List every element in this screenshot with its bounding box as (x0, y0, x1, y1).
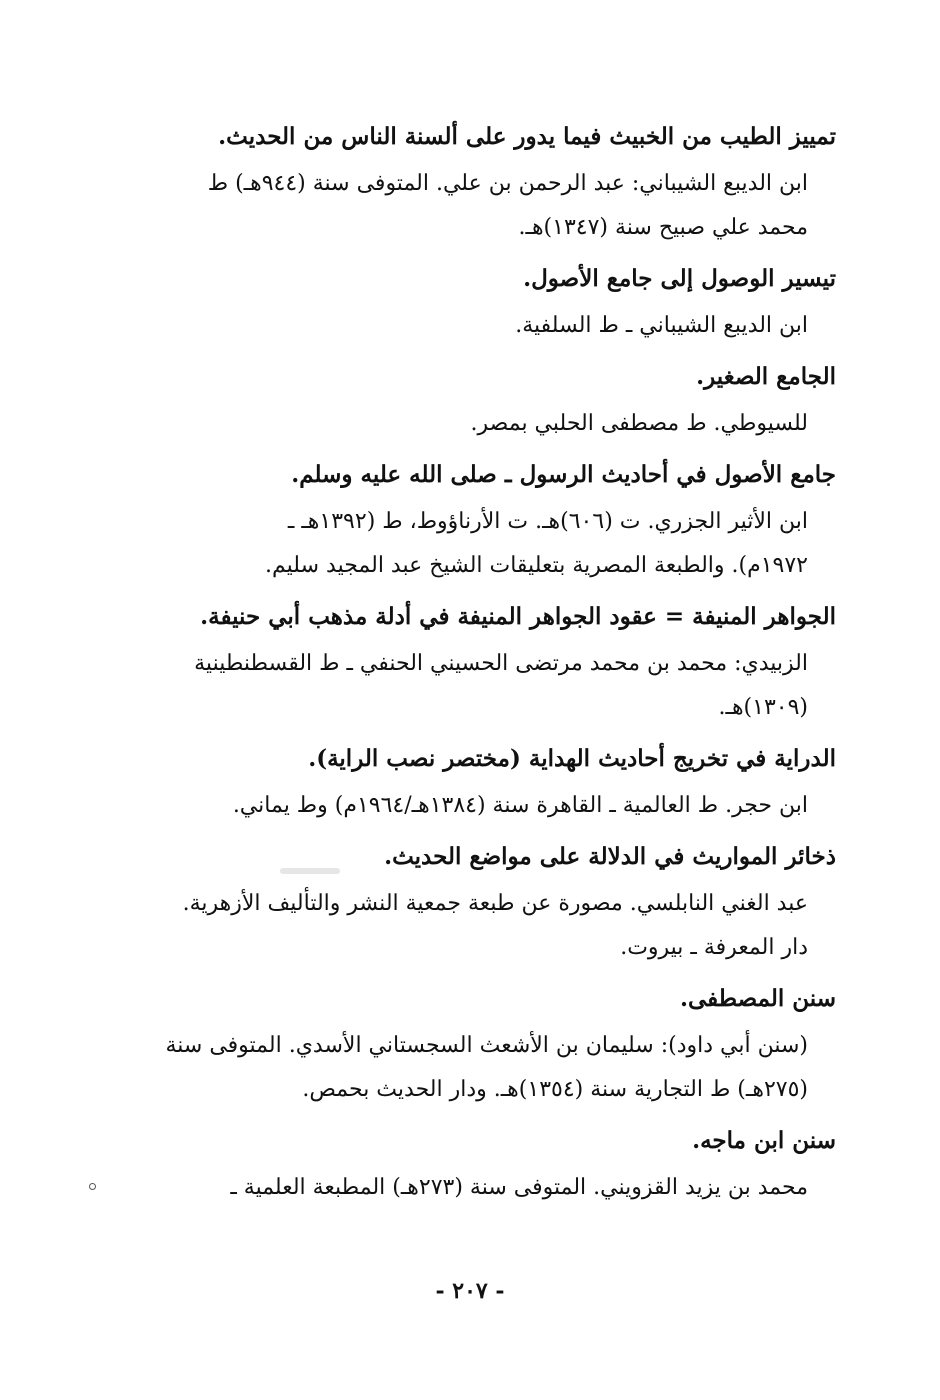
entry-detail-line: (سنن أبي داود): سليمان بن الأشعث السجستاني الأسدي. المتوفى سنة (165, 1033, 808, 1058)
entry-detail-line: الزبيدي: محمد بن محمد مرتضى الحسيني الحنفي ـ ط القسطنطينية (194, 651, 808, 676)
bibliography-entry (150, 734, 836, 828)
paper-stain (280, 868, 340, 874)
entry-title: سنن ابن ماجه. (692, 1127, 836, 1154)
entry-details (150, 162, 836, 250)
entry-detail-line: محمد علي صبيح سنة (١٣٤٧)هـ. (518, 215, 808, 240)
bibliography-entry (150, 832, 836, 970)
entry-title: تمييز الطيب من الخبيث فيما يدور على ألسنة الناس من الحديث. (218, 123, 836, 150)
bibliography-entry (150, 450, 836, 588)
entry-title: الجواهر المنيفة = عقود الجواهر المنيفة في أدلة مذهب أبي حنيفة. (200, 603, 836, 630)
entry-title: جامع الأصول في أحاديث الرسول ـ صلى الله عليه وسلم. (291, 461, 836, 488)
entry-details (150, 304, 836, 348)
entry-details (150, 1024, 836, 1112)
entry-details (150, 1166, 836, 1210)
entry-detail-line: ١٩٧٢م). والطبعة المصرية بتعليقات الشيخ عبد المجيد سليم. (265, 553, 808, 578)
entry-title: الدراية في تخريج أحاديث الهداية (مختصر نصب الراية). (308, 745, 836, 772)
entry-detail-line: (١٣٠٩)هـ. (718, 695, 808, 720)
bibliography-entry (150, 112, 836, 250)
entry-details (150, 784, 836, 828)
entry-details (150, 642, 836, 730)
entry-title: تيسير الوصول إلى جامع الأصول. (523, 265, 836, 292)
margin-dot (89, 1183, 96, 1190)
entry-details (150, 500, 836, 588)
entry-detail-line: للسيوطي. ط مصطفى الحلبي بمصر. (470, 411, 808, 436)
bibliography-entry (150, 592, 836, 730)
bibliography-entry (150, 1116, 836, 1210)
entry-details (150, 402, 836, 446)
entry-detail-line: محمد بن يزيد القزويني. المتوفى سنة (٢٧٣هـ) المطبعة العلمية ـ (230, 1175, 808, 1200)
entry-detail-line: ابن الأثير الجزري. ت (٦٠٦)هـ. ت الأرناؤوط، ط (١٣٩٢هـ ـ (287, 509, 808, 534)
entry-title: سنن المصطفى. (679, 985, 836, 1012)
bibliography-entry (150, 254, 836, 348)
entry-title: ذخائر المواريث في الدلالة على مواضع الحديث. (384, 843, 836, 870)
entry-detail-line: عبد الغني النابلسي. مصورة عن طبعة جمعية النشر والتأليف الأزهرية. (182, 891, 808, 916)
entry-detail-line: ابن حجر. ط العالمية ـ القاهرة سنة (١٣٨٤هـ/١٩٦٤م) وط يماني. (232, 793, 808, 818)
entry-detail-line: ابن الديبع الشيباني: عبد الرحمن بن علي. المتوفى سنة (٩٤٤هـ) ط (207, 171, 808, 196)
entry-detail-line: دار المعرفة ـ بيروت. (620, 935, 808, 960)
entry-details (150, 882, 836, 970)
entry-detail-line: (٢٧٥هـ) ط التجارية سنة (١٣٥٤)هـ. ودار الحديث بحمص. (302, 1077, 808, 1102)
entry-title: الجامع الصغير. (696, 363, 836, 390)
bibliography-entry (150, 974, 836, 1112)
page-number: - ٢٠٧ - (435, 1278, 505, 1304)
entry-detail-line: ابن الديبع الشيباني ـ ط السلفية. (515, 313, 808, 338)
bibliography-entry (150, 352, 836, 446)
bibliography-list (150, 112, 836, 1214)
